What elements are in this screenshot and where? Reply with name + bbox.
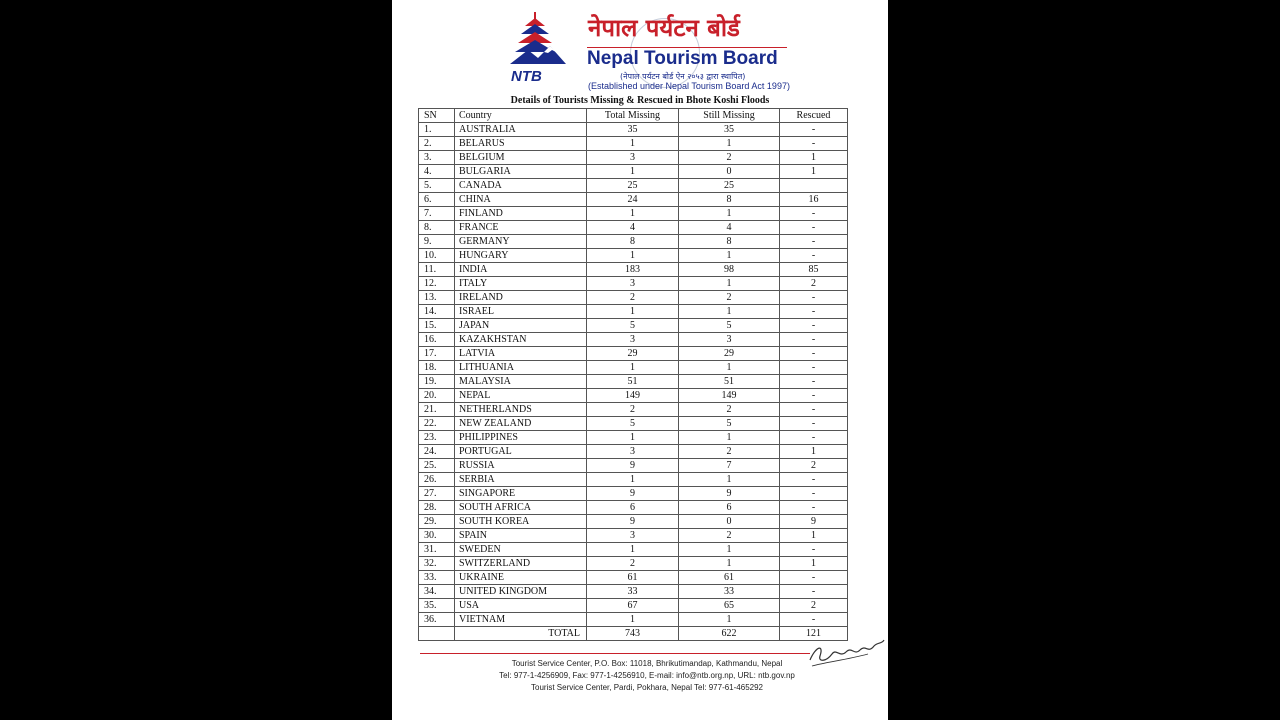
row-country: ISRAEL — [455, 305, 587, 319]
subtitle-nepali: (नेपाल पर्यटन बोर्ड ऐन २०५३ द्वारा स्थापित) — [620, 72, 746, 81]
row-country: CHINA — [455, 193, 587, 207]
row-still-missing: 1 — [679, 543, 780, 557]
row-country: FINLAND — [455, 207, 587, 221]
row-country: KAZAKHSTAN — [455, 333, 587, 347]
row-still-missing: 1 — [679, 305, 780, 319]
row-total-missing: 9 — [587, 487, 679, 501]
table-row — [419, 585, 848, 599]
row-still-missing: 98 — [679, 263, 780, 277]
row-country: NEW ZEALAND — [455, 417, 587, 431]
row-country: PHILIPPINES — [455, 431, 587, 445]
row-still-missing: 2 — [679, 403, 780, 417]
row-sn: 10. — [419, 249, 455, 263]
row-sn: 36. — [419, 613, 455, 627]
table-row — [419, 613, 848, 627]
row-sn: 22. — [419, 417, 455, 431]
row-total-missing: 3 — [587, 333, 679, 347]
row-total-missing: 67 — [587, 599, 679, 613]
row-rescued: 2 — [780, 277, 848, 291]
total-sn-cell — [419, 627, 455, 641]
row-rescued: - — [780, 235, 848, 249]
row-sn: 11. — [419, 263, 455, 277]
row-rescued: 2 — [780, 599, 848, 613]
row-sn: 12. — [419, 277, 455, 291]
total-row — [419, 627, 848, 641]
table-row — [419, 151, 848, 165]
row-total-missing: 1 — [587, 543, 679, 557]
row-still-missing: 8 — [679, 193, 780, 207]
row-rescued: - — [780, 319, 848, 333]
row-still-missing: 35 — [679, 123, 780, 137]
row-sn: 2. — [419, 137, 455, 151]
row-rescued: 1 — [780, 445, 848, 459]
row-rescued: 1 — [780, 529, 848, 543]
table-row — [419, 403, 848, 417]
row-total-missing: 25 — [587, 179, 679, 193]
table-row — [419, 501, 848, 515]
logo-text: NTB — [511, 68, 542, 84]
column-header-total-missing: Total Missing — [587, 109, 679, 123]
row-sn: 16. — [419, 333, 455, 347]
row-rescued: - — [780, 473, 848, 487]
row-sn: 21. — [419, 403, 455, 417]
row-rescued: 1 — [780, 557, 848, 571]
table-row — [419, 347, 848, 361]
row-still-missing: 4 — [679, 221, 780, 235]
row-total-missing: 5 — [587, 319, 679, 333]
row-rescued: - — [780, 403, 848, 417]
row-still-missing: 9 — [679, 487, 780, 501]
row-total-missing: 1 — [587, 207, 679, 221]
table-row — [419, 193, 848, 207]
table-header-row — [419, 109, 848, 123]
row-still-missing: 1 — [679, 431, 780, 445]
row-rescued — [780, 179, 848, 193]
row-still-missing: 65 — [679, 599, 780, 613]
ntb-logo-icon — [508, 12, 568, 84]
row-still-missing: 6 — [679, 501, 780, 515]
table-row — [419, 137, 848, 151]
column-header-still-missing: Still Missing — [679, 109, 780, 123]
row-total-missing: 183 — [587, 263, 679, 277]
table-row — [419, 165, 848, 179]
row-sn: 29. — [419, 515, 455, 529]
row-sn: 23. — [419, 431, 455, 445]
table-row — [419, 207, 848, 221]
row-total-missing: 2 — [587, 291, 679, 305]
row-still-missing: 8 — [679, 235, 780, 249]
row-rescued: - — [780, 431, 848, 445]
table-row — [419, 375, 848, 389]
row-total-missing: 2 — [587, 403, 679, 417]
document-page — [392, 0, 888, 720]
row-still-missing: 1 — [679, 207, 780, 221]
row-still-missing: 33 — [679, 585, 780, 599]
row-total-missing: 35 — [587, 123, 679, 137]
row-sn: 13. — [419, 291, 455, 305]
row-sn: 25. — [419, 459, 455, 473]
row-country: LITHUANIA — [455, 361, 587, 375]
table-row — [419, 487, 848, 501]
total-missing-value: 743 — [587, 627, 679, 641]
column-header-rescued: Rescued — [780, 109, 848, 123]
row-still-missing: 2 — [679, 445, 780, 459]
row-country: FRANCE — [455, 221, 587, 235]
row-still-missing: 1 — [679, 473, 780, 487]
row-rescued: - — [780, 221, 848, 235]
row-rescued: - — [780, 333, 848, 347]
row-sn: 17. — [419, 347, 455, 361]
table-row — [419, 543, 848, 557]
footer — [482, 658, 812, 694]
row-sn: 1. — [419, 123, 455, 137]
row-total-missing: 1 — [587, 613, 679, 627]
row-country: USA — [455, 599, 587, 613]
row-country: AUSTRALIA — [455, 123, 587, 137]
table-row — [419, 445, 848, 459]
row-still-missing: 2 — [679, 529, 780, 543]
row-country: CANADA — [455, 179, 587, 193]
row-still-missing: 1 — [679, 557, 780, 571]
row-sn: 34. — [419, 585, 455, 599]
table-row — [419, 221, 848, 235]
row-sn: 15. — [419, 319, 455, 333]
row-sn: 27. — [419, 487, 455, 501]
signature — [806, 632, 886, 672]
footer-pokhara: Tourist Service Center, Pardi, Pokhara, Nepal Tel: 977-61-465292 — [531, 683, 763, 692]
table-row — [419, 123, 848, 137]
total-rescued-value: 121 — [780, 627, 848, 641]
total-still-missing-value: 622 — [679, 627, 780, 641]
row-still-missing: 61 — [679, 571, 780, 585]
row-rescued: - — [780, 375, 848, 389]
column-header-sn: SN — [419, 109, 455, 123]
table-row — [419, 319, 848, 333]
row-sn: 31. — [419, 543, 455, 557]
row-total-missing: 1 — [587, 431, 679, 445]
row-still-missing: 7 — [679, 459, 780, 473]
row-rescued: - — [780, 347, 848, 361]
row-rescued: - — [780, 249, 848, 263]
table-row — [419, 179, 848, 193]
row-total-missing: 1 — [587, 165, 679, 179]
row-still-missing: 1 — [679, 137, 780, 151]
row-total-missing: 1 — [587, 305, 679, 319]
row-total-missing: 33 — [587, 585, 679, 599]
row-country: SPAIN — [455, 529, 587, 543]
row-country: RUSSIA — [455, 459, 587, 473]
row-country: LATVIA — [455, 347, 587, 361]
row-rescued: - — [780, 305, 848, 319]
total-label: TOTAL — [455, 627, 587, 641]
table-row — [419, 571, 848, 585]
row-total-missing: 4 — [587, 221, 679, 235]
row-sn: 26. — [419, 473, 455, 487]
row-total-missing: 61 — [587, 571, 679, 585]
row-sn: 30. — [419, 529, 455, 543]
table-row — [419, 305, 848, 319]
table-row — [419, 263, 848, 277]
row-sn: 33. — [419, 571, 455, 585]
row-sn: 9. — [419, 235, 455, 249]
row-sn: 5. — [419, 179, 455, 193]
row-still-missing: 149 — [679, 389, 780, 403]
table-row — [419, 529, 848, 543]
row-still-missing: 1 — [679, 249, 780, 263]
row-sn: 3. — [419, 151, 455, 165]
table-row — [419, 249, 848, 263]
row-total-missing: 1 — [587, 249, 679, 263]
row-sn: 14. — [419, 305, 455, 319]
column-header-country: Country — [455, 109, 587, 123]
row-rescued: 2 — [780, 459, 848, 473]
row-still-missing: 1 — [679, 613, 780, 627]
row-sn: 8. — [419, 221, 455, 235]
table-row — [419, 557, 848, 571]
row-rescued: 16 — [780, 193, 848, 207]
row-total-missing: 29 — [587, 347, 679, 361]
row-rescued: - — [780, 207, 848, 221]
footer-contact: Tel: 977-1-4256909, Fax: 977-1-4256910, E-mail: info@ntb.org.np, URL: ntb.gov.np — [499, 671, 795, 680]
row-rescued: - — [780, 543, 848, 557]
row-sn: 7. — [419, 207, 455, 221]
row-still-missing: 0 — [679, 515, 780, 529]
row-total-missing: 24 — [587, 193, 679, 207]
subtitle-english: (Established under Nepal Tourism Board Act 1997) — [588, 81, 790, 91]
row-country: SERBIA — [455, 473, 587, 487]
row-still-missing: 2 — [679, 291, 780, 305]
row-country: JAPAN — [455, 319, 587, 333]
row-total-missing: 3 — [587, 529, 679, 543]
row-country: BULGARIA — [455, 165, 587, 179]
row-still-missing: 51 — [679, 375, 780, 389]
table-row — [419, 291, 848, 305]
row-sn: 18. — [419, 361, 455, 375]
row-rescued: - — [780, 613, 848, 627]
row-country: SWEDEN — [455, 543, 587, 557]
table-row — [419, 431, 848, 445]
table-row — [419, 515, 848, 529]
row-country: SWITZERLAND — [455, 557, 587, 571]
row-country: IRELAND — [455, 291, 587, 305]
row-still-missing: 0 — [679, 165, 780, 179]
row-total-missing: 3 — [587, 277, 679, 291]
row-sn: 4. — [419, 165, 455, 179]
row-country: SOUTH AFRICA — [455, 501, 587, 515]
row-country: UNITED KINGDOM — [455, 585, 587, 599]
row-total-missing: 9 — [587, 459, 679, 473]
row-still-missing: 3 — [679, 333, 780, 347]
footer-divider — [420, 653, 810, 654]
row-still-missing: 5 — [679, 319, 780, 333]
row-country: SINGAPORE — [455, 487, 587, 501]
row-total-missing: 51 — [587, 375, 679, 389]
row-country: SOUTH KOREA — [455, 515, 587, 529]
row-rescued: 1 — [780, 165, 848, 179]
row-sn: 24. — [419, 445, 455, 459]
row-rescued: - — [780, 571, 848, 585]
table-body — [419, 123, 848, 627]
row-country: GERMANY — [455, 235, 587, 249]
row-country: NETHERLANDS — [455, 403, 587, 417]
row-country: UKRAINE — [455, 571, 587, 585]
row-total-missing: 1 — [587, 473, 679, 487]
row-rescued: - — [780, 137, 848, 151]
row-total-missing: 5 — [587, 417, 679, 431]
row-rescued: 1 — [780, 151, 848, 165]
table-row — [419, 417, 848, 431]
row-country: HUNGARY — [455, 249, 587, 263]
table-row — [419, 361, 848, 375]
row-still-missing: 25 — [679, 179, 780, 193]
row-sn: 19. — [419, 375, 455, 389]
row-sn: 32. — [419, 557, 455, 571]
row-total-missing: 1 — [587, 361, 679, 375]
table-row — [419, 235, 848, 249]
row-sn: 28. — [419, 501, 455, 515]
table-row — [419, 473, 848, 487]
row-country: ITALY — [455, 277, 587, 291]
row-total-missing: 2 — [587, 557, 679, 571]
table-row — [419, 599, 848, 613]
row-country: BELGIUM — [455, 151, 587, 165]
row-still-missing: 29 — [679, 347, 780, 361]
footer-address: Tourist Service Center, P.O. Box: 11018, Bhrikutimandap, Kathmandu, Nepal — [511, 659, 783, 668]
row-country: INDIA — [455, 263, 587, 277]
row-country: PORTUGAL — [455, 445, 587, 459]
table-row — [419, 389, 848, 403]
table-row — [419, 277, 848, 291]
row-total-missing: 9 — [587, 515, 679, 529]
row-rescued: - — [780, 361, 848, 375]
missing-rescued-table — [418, 108, 848, 641]
row-rescued: - — [780, 417, 848, 431]
row-still-missing: 1 — [679, 361, 780, 375]
row-total-missing: 3 — [587, 445, 679, 459]
row-total-missing: 1 — [587, 137, 679, 151]
row-sn: 6. — [419, 193, 455, 207]
row-rescued: - — [780, 501, 848, 515]
row-country: NEPAL — [455, 389, 587, 403]
row-still-missing: 5 — [679, 417, 780, 431]
row-rescued: - — [780, 389, 848, 403]
row-total-missing: 3 — [587, 151, 679, 165]
row-sn: 20. — [419, 389, 455, 403]
row-rescued: 85 — [780, 263, 848, 277]
row-sn: 35. — [419, 599, 455, 613]
row-rescued: - — [780, 487, 848, 501]
row-rescued: - — [780, 585, 848, 599]
title-nepali: नेपाल पर्यटन बोर्ड — [588, 14, 740, 42]
row-total-missing: 149 — [587, 389, 679, 403]
row-country: MALAYSIA — [455, 375, 587, 389]
document-heading: Details of Tourists Missing & Rescued in Bhote Koshi Floods — [510, 95, 770, 106]
row-total-missing: 8 — [587, 235, 679, 249]
row-rescued: - — [780, 123, 848, 137]
row-rescued: 9 — [780, 515, 848, 529]
row-still-missing: 1 — [679, 277, 780, 291]
row-still-missing: 2 — [679, 151, 780, 165]
table-row — [419, 459, 848, 473]
table-row — [419, 333, 848, 347]
row-total-missing: 6 — [587, 501, 679, 515]
row-country: VIETNAM — [455, 613, 587, 627]
row-rescued: - — [780, 291, 848, 305]
title-english: Nepal Tourism Board — [587, 48, 778, 69]
row-country: BELARUS — [455, 137, 587, 151]
